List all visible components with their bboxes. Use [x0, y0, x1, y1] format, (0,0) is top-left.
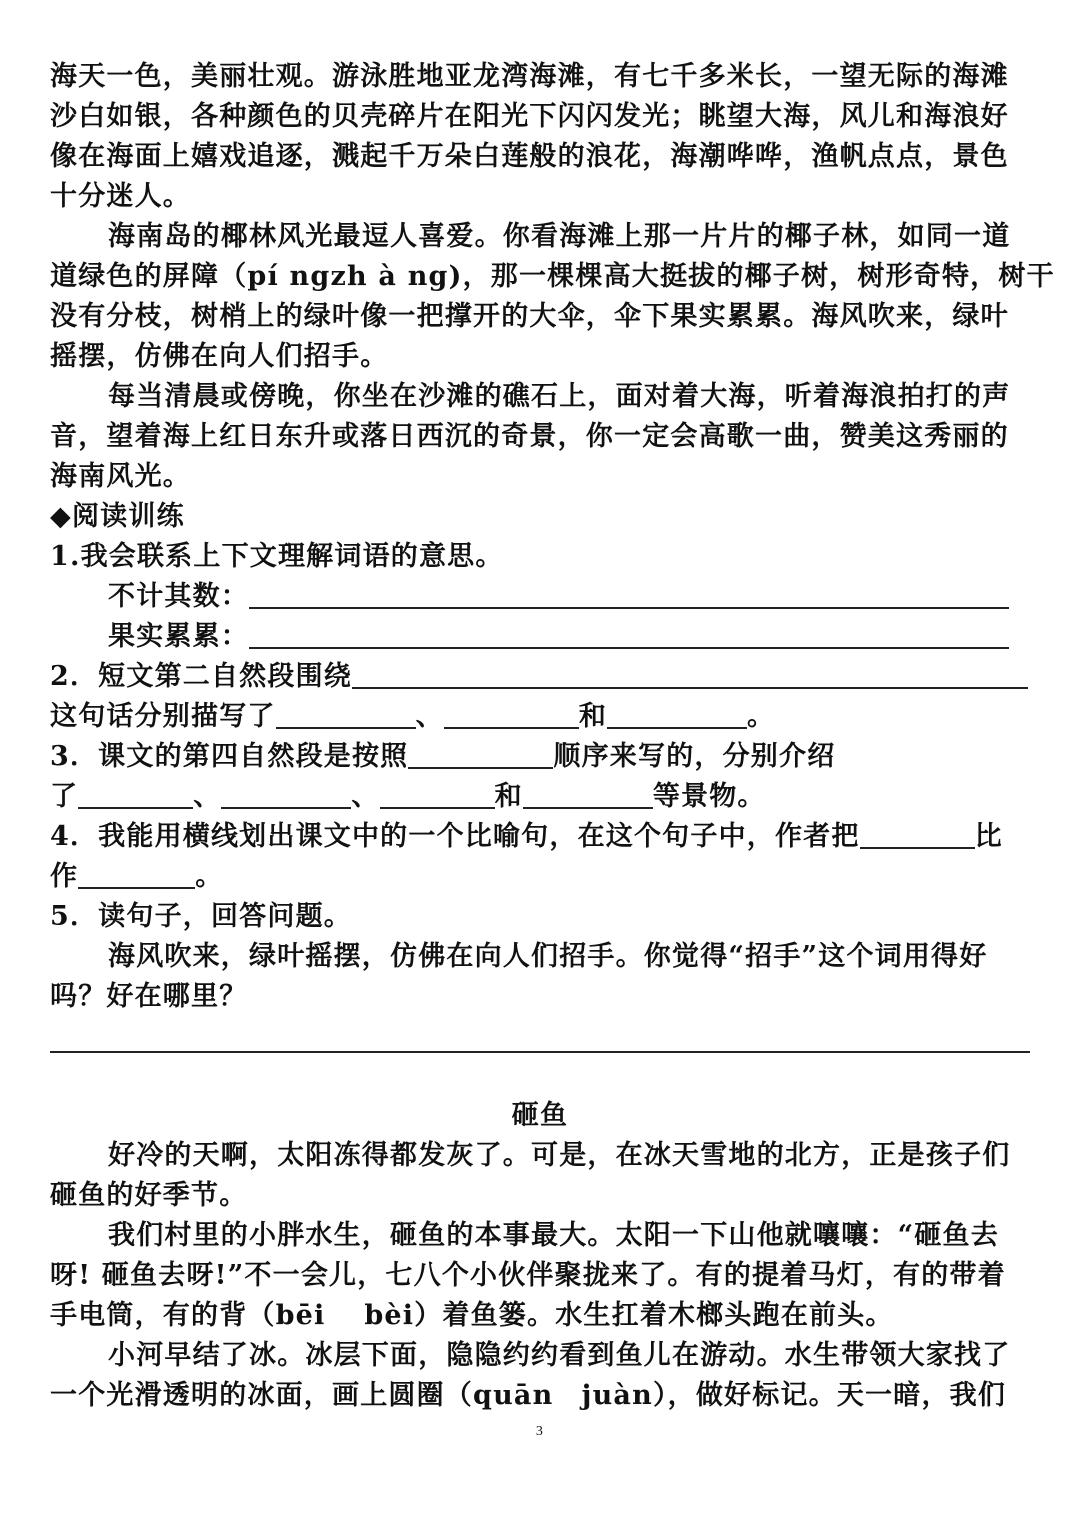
- passage1-line: 音，望着海上红日东升或落日西沉的奇景，你一定会高歌一曲，赞美这秀丽的: [50, 421, 1009, 452]
- answer-blank[interactable]: [444, 697, 579, 729]
- question-1a: [108, 577, 1030, 617]
- question-3-text: 、: [193, 781, 222, 812]
- answer-blank[interactable]: [78, 777, 193, 809]
- answer-blank[interactable]: [523, 777, 653, 809]
- question-5: 5．读句子，回答问题。: [50, 901, 352, 932]
- passage2-line: 我们村里的小胖水生，砸鱼的本事最大。太阳一下山他就嚷嚷：“砸鱼去: [108, 1220, 999, 1251]
- question-3-text: 、: [351, 781, 380, 812]
- passage1-line: 摇摆，仿佛在向人们招手。: [50, 341, 389, 372]
- question-3-text: 和: [494, 781, 523, 812]
- passage1-line: 海南风光。: [50, 461, 191, 492]
- question-3-line1: [50, 737, 1030, 777]
- question-2-text: 。: [747, 701, 776, 732]
- passage1-line: 道绿色的屏障（pí ngzh à ng)，那一棵棵高大挺拔的椰子树，树形奇特，树干: [50, 261, 1055, 292]
- passage1-line: 海天一色，美丽壮观。游泳胜地亚龙湾海滩，有七千多米长，一望无际的海滩: [50, 61, 1009, 92]
- answer-blank[interactable]: [352, 657, 1028, 689]
- question-4-text: 4．我能用横线划出课文中的一个比喻句，在这个句子中，作者把: [50, 821, 860, 852]
- question-2-text: 这句话分别描写了: [50, 701, 276, 732]
- passage1-line: 十分迷人。: [50, 181, 191, 212]
- question-2-line2: [50, 697, 1030, 737]
- question-3-text: 了: [50, 781, 79, 812]
- question-1a-label: 不计其数：: [108, 581, 249, 612]
- answer-blank[interactable]: [78, 857, 195, 889]
- question-2-text: 、: [415, 701, 444, 732]
- question-3-text: 顺序来写的，分别介绍: [553, 741, 836, 772]
- passage2-line: 一个光滑透明的冰面，画上圆圈（quān juàn），做好标记。天一暗，我们: [50, 1380, 1007, 1411]
- passage2-line: 呀! 砸鱼去呀!”不一会儿，七八个小伙伴聚拢来了。有的提着马灯，有的带着: [50, 1260, 1006, 1291]
- question-5-sentence: 海风吹来，绿叶摇摆，仿佛在向人们招手。你觉得“招手”这个词用得好: [108, 941, 988, 972]
- question-4-line1: [50, 817, 1030, 857]
- question-4-line2: [50, 857, 1030, 897]
- passage2-line: 砸鱼的好季节。: [50, 1180, 248, 1211]
- answer-blank[interactable]: [607, 697, 747, 729]
- passage2-line: 好冷的天啊，太阳冻得都发灰了。可是，在冰天雪地的北方，正是孩子们: [108, 1140, 1011, 1171]
- answer-blank[interactable]: [380, 777, 495, 809]
- question-3-text: 等景物。: [652, 781, 766, 812]
- answer-blank[interactable]: [276, 697, 416, 729]
- question-4-text: 比: [974, 821, 1003, 852]
- passage1-line: 海南岛的椰林风光最逗人喜爱。你看海滩上那一片片的椰子林，如同一道: [108, 221, 1011, 252]
- passage1-line: 没有分枝，树梢上的绿叶像一把撑开的大伞，伞下果实累累。海风吹来，绿叶: [50, 301, 1009, 332]
- question-3-text: 3．课文的第四自然段是按照: [50, 741, 409, 772]
- question-4-text: 。: [195, 861, 224, 892]
- question-3-line2: [50, 777, 1030, 817]
- question-4-text: 作: [50, 861, 79, 892]
- passage1-line: 沙白如银，各种颜色的贝壳碎片在阳光下闪闪发光；眺望大海，风儿和海浪好: [50, 101, 1009, 132]
- question-2-text: 2．短文第二自然段围绕: [50, 661, 352, 692]
- question-1: 1.我会联系上下文理解词语的意思。: [50, 541, 504, 572]
- answer-blank[interactable]: [249, 617, 1009, 649]
- question-5-prompt: 吗？好在哪里？: [50, 981, 248, 1012]
- training-heading: ◆阅读训练: [50, 501, 185, 532]
- passage2-line: 小河早结了冰。冰层下面，隐隐约约看到鱼儿在游动。水生带领大家找了: [108, 1340, 1011, 1371]
- question-2-line1: [50, 657, 1030, 697]
- answer-blank[interactable]: [249, 577, 1009, 609]
- question-2-text: 和: [578, 701, 608, 732]
- answer-blank[interactable]: [408, 737, 553, 769]
- question-1b-label: 果实累累：: [108, 621, 249, 652]
- page-number: 3: [535, 1424, 545, 1439]
- answer-line[interactable]: [50, 1051, 1030, 1053]
- passage1-line: 每当清晨或傍晚，你坐在沙滩的礁石上，面对着大海，听着海浪拍打的声: [108, 381, 1011, 412]
- passage2-line: 手电筒，有的背（bēi bèi）着鱼篓。水生扛着木榔头跑在前头。: [50, 1300, 894, 1331]
- answer-blank[interactable]: [860, 817, 975, 849]
- question-1b: [108, 617, 1030, 657]
- answer-blank[interactable]: [221, 777, 351, 809]
- passage1-line: 像在海面上嬉戏追逐，溅起千万朵白莲般的浪花，海潮哗哗，渔帆点点，景色: [50, 141, 1009, 172]
- passage2-title: 砸鱼: [511, 1100, 569, 1131]
